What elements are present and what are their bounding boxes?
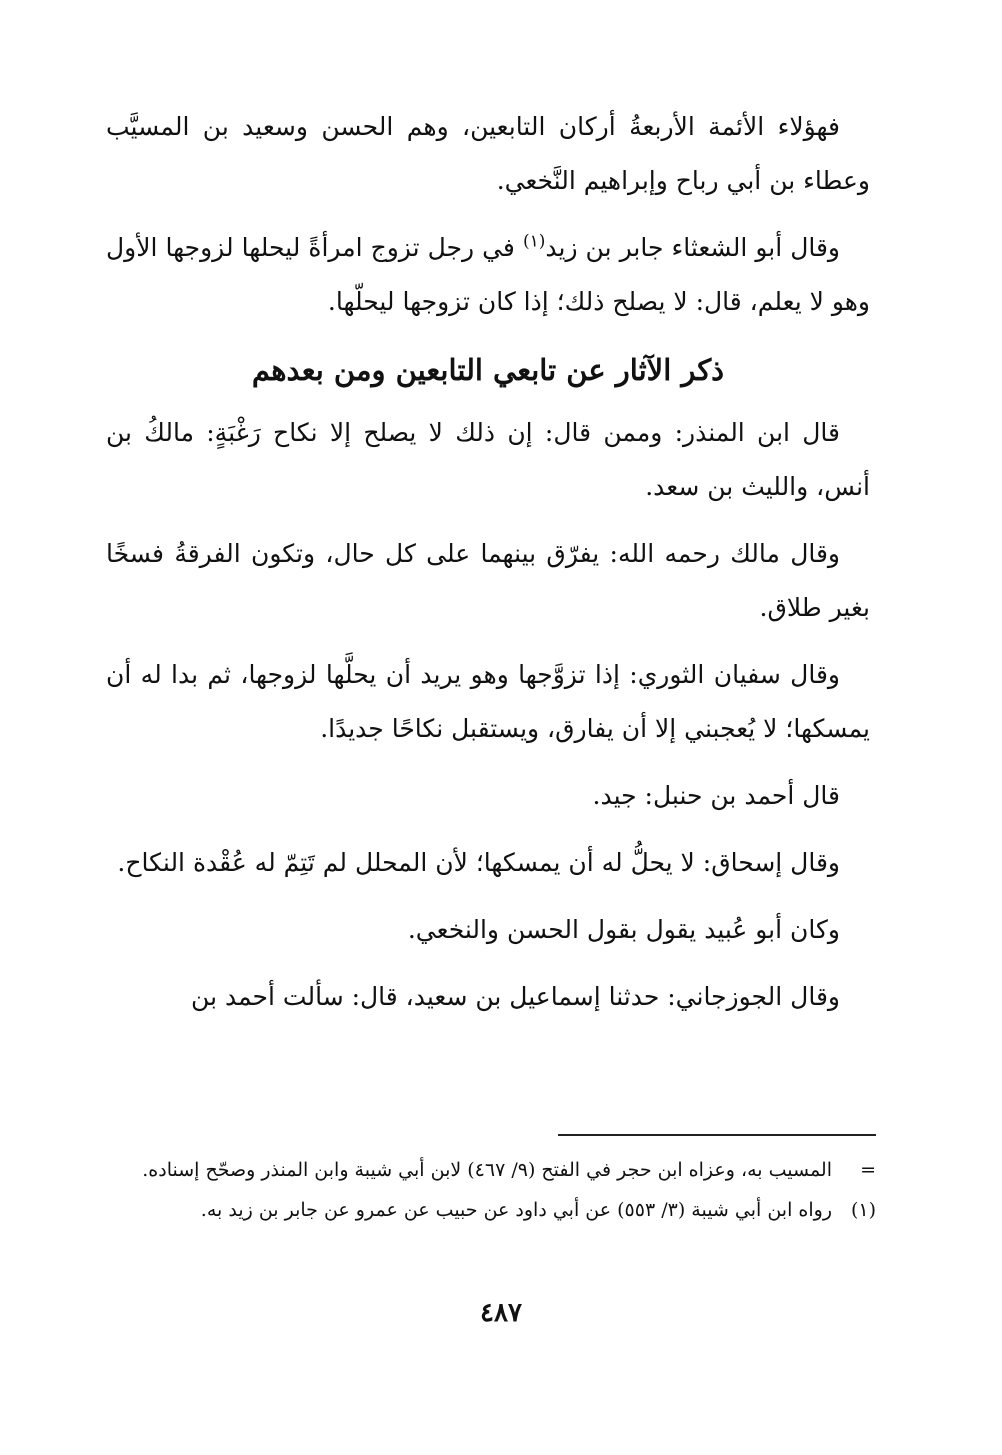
footnote-reference[interactable]: (١) (522, 231, 546, 252)
paragraph-ahmad-ibn-hanbal: قال أحمد بن حنبل: جيد. (592, 781, 840, 810)
section-heading: ذكر الآثار عن تابعي التابعين ومن بعدهم (251, 353, 725, 387)
footnote-1 (106, 1190, 876, 1230)
footnote-text: رواه ابن أبي شيبة (٣/ ٥٥٣) عن أبي داود عن حبيب عن عمرو عن جابر بن زيد به. (200, 1199, 832, 1221)
paragraph-jawzajani: وقال الجوزجاني: حدثنا إسماعيل بن سعيد، قال: سألت أحمد بن (191, 982, 840, 1011)
footnote-mark: (١) (850, 1199, 876, 1221)
paragraph-ishaq: وقال إسحاق: لا يحلُّ له أن يمسكها؛ لأن المحلل لم تَتِمّ له عُقْدة النكاح. (117, 848, 840, 877)
paragraph-abu-shaatha-text-after: في رجل تزوج امرأةً ليحلها لزوجها الأول وهو لا يعلم، قال: لا يصلح ذلك؛ إذا كان تزوجها ليحلّها. (106, 233, 870, 316)
footnotes (106, 1150, 876, 1230)
paragraph-abu-shaatha-text-before: وقال أبو الشعثاء جابر بن زيد (545, 233, 841, 262)
paragraph-sufyan-thawri: وقال سفيان الثوري: إذا تزوَّجها وهو يريد أن يحلَّها لزوجها، ثم بدا له أن يمسكها؛ لا يُعجبني إلا أن يفارق، ويستقبل نكاحًا جديدًا. (106, 660, 870, 743)
footnote-text: المسيب به، وعزاه ابن حجر في الفتح (٩/ ٤٦٧) لابن أبي شيبة وابن المنذر وصحّح إسناده. (142, 1159, 832, 1181)
page-number: ٤٨٧ (480, 1298, 522, 1328)
footnote-continuation (106, 1150, 876, 1190)
paragraph-abu-shaatha (106, 221, 870, 329)
paragraph-ibn-al-mundhir: قال ابن المنذر: وممن قال: إن ذلك لا يصلح إلا نكاح رَغْبَةٍ: مالكُ بن أنس، والليث بن سعد. (106, 418, 870, 501)
paragraph-tabiin-four-imams: فهؤلاء الأئمة الأربعةُ أركان التابعين، وهم الحسن وسعيد بن المسيَّب وعطاء بن أبي رباح وإبراهيم النَّخعي. (106, 112, 870, 195)
footnote-mark: = (860, 1159, 876, 1181)
footnote-separator (558, 1134, 876, 1136)
main-text (106, 100, 870, 1037)
paragraph-abu-ubaid: وكان أبو عُبيد يقول بقول الحسن والنخعي. (407, 915, 840, 944)
paragraph-malik: وقال مالك رحمه الله: يفرّق بينهما على كل حال، وتكون الفرقةُ فسخًا بغير طلاق. (106, 539, 870, 622)
